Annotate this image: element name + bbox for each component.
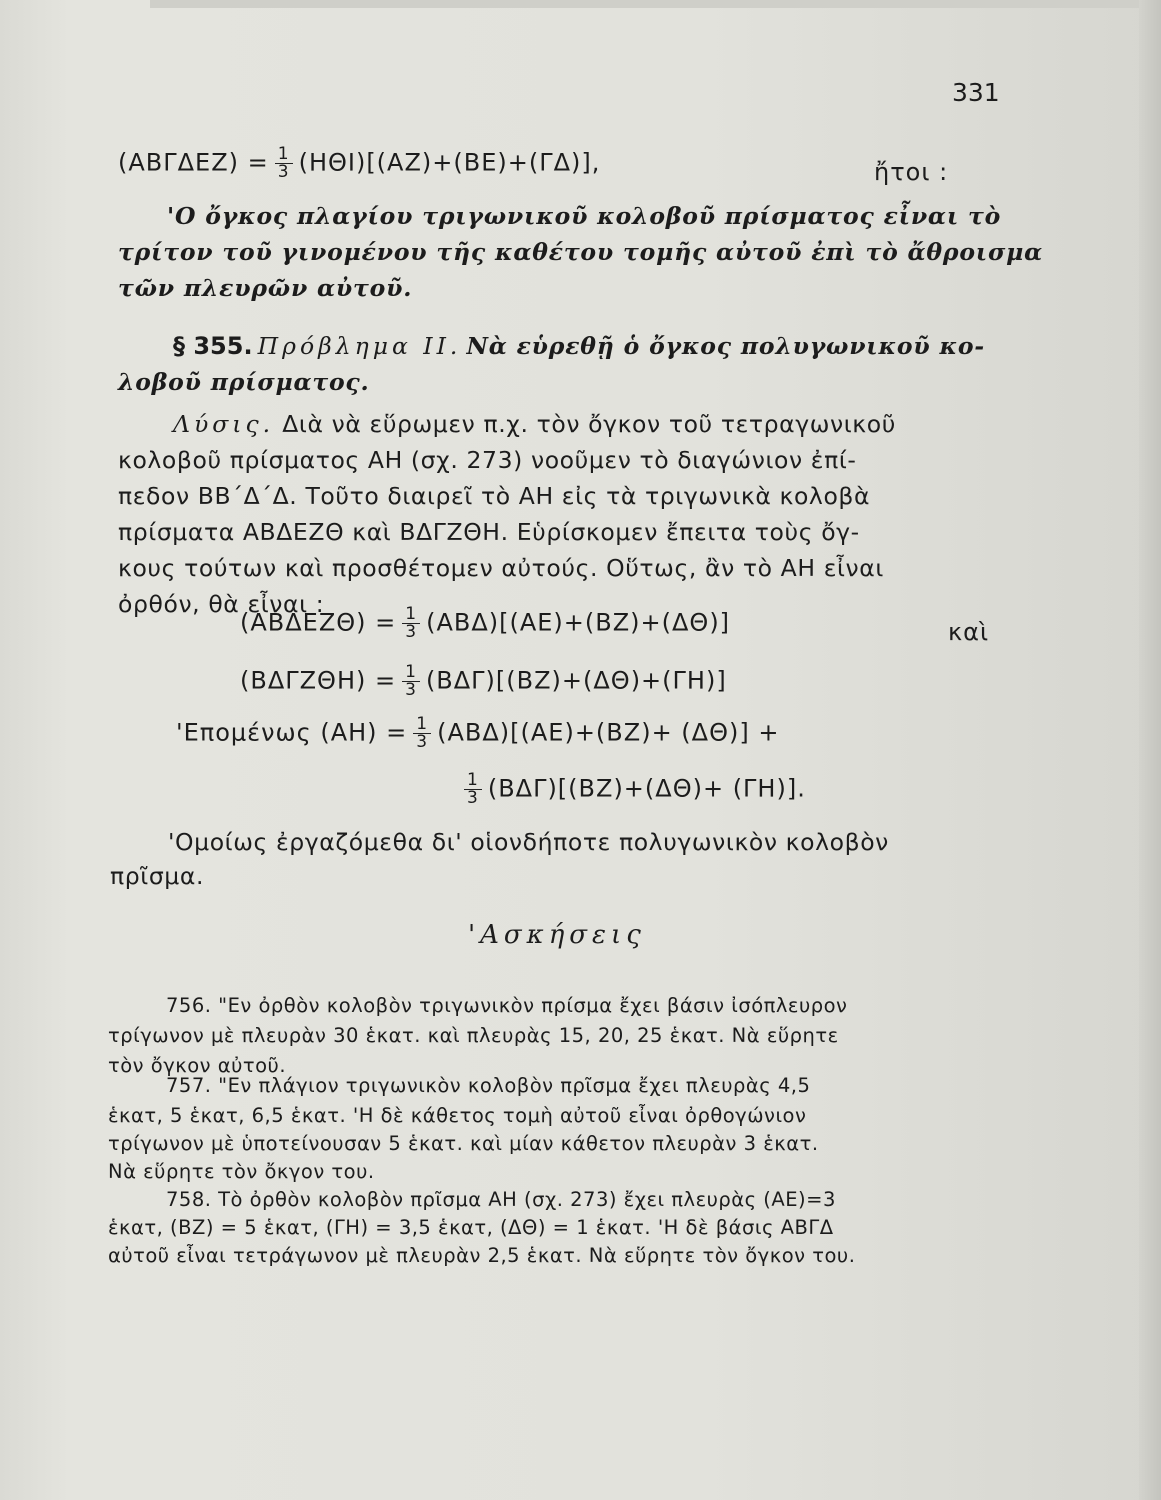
section-label: Πρόβλημα II. xyxy=(257,332,462,360)
fraction: $\frac{1}{3}$ xyxy=(464,772,482,807)
theorem-line: τῶν πλευρῶν αὐτοῦ. xyxy=(118,274,413,302)
top-equation xyxy=(118,146,600,181)
solution-label: Λύσις. xyxy=(173,410,275,438)
solution-line: ὀρθόν, θὰ εἶναι : xyxy=(118,590,325,618)
equation: (ΒΔΓΖΘΗ) = $\frac{1}{3}$ (ΒΔΓ)[(ΒΖ)+(ΔΘ)+(ΓΗ)] xyxy=(240,662,727,700)
theorem-line: τρίτον τοῦ γινομένου τῆς καθέτου τομῆς αὐτοῦ ἐπὶ τὸ ἄθροισμα xyxy=(118,238,1043,266)
section-heading xyxy=(173,332,985,360)
scan-top-edge xyxy=(150,0,1161,8)
fraction: $\frac{1}{3}$ xyxy=(413,716,431,751)
scan-right-edge xyxy=(1139,0,1161,1500)
solution-line: κους τούτων καὶ προσθέτομεν αὐτούς. Οὕτως, ἂν τὸ ΑΗ εἶναι xyxy=(118,554,884,582)
eq-tail-etoi: ἤτοι : xyxy=(874,158,949,186)
fraction: $\frac{1}{3}$ xyxy=(402,664,420,699)
exercise-line: ἑκατ, (ΒΖ) = 5 ἑκατ, (ΓΗ) = 3,5 ἑκατ, (ΔΘ) = 1 ἑκατ. 'Η δὲ βάσις ΑΒΓΔ xyxy=(108,1216,834,1239)
equation: $\frac{1}{3}$ (ΒΔΓ)[(ΒΖ)+(ΔΘ)+ (ΓΗ)]. xyxy=(458,772,806,807)
equation: (ΑΒΔΕΖΘ) = $\frac{1}{3}$ (ΑΒΔ)[(ΑΕ)+(ΒΖ)+(ΔΘ)] xyxy=(240,604,731,642)
equation: 'Επομένως (ΑΗ) = $\frac{1}{3}$ (ΑΒΔ)[(ΑΕ)+(ΒΖ)+ (ΔΘ)] + xyxy=(176,714,780,752)
exercise-line: τρίγωνον μὲ ὑποτείνουσαν 5 ἑκατ. καὶ μίαν κάθετον πλευρὰν 3 ἑκατ. xyxy=(108,1132,819,1155)
solution-line: πεδον ΒΒ΄Δ΄Δ. Τοῦτο διαιρεῖ τὸ ΑΗ εἰς τὰ τριγωνικὰ κολοβὰ xyxy=(118,482,871,510)
exercise-line: ἑκατ, 5 ἑκατ, 6,5 ἑκατ. 'Η δὲ κάθετος τομὴ αὐτοῦ εἶναι ὀρθογώνιον xyxy=(108,1104,807,1127)
equation-tail: καὶ xyxy=(948,618,990,646)
page-number: 331 xyxy=(952,78,1000,107)
exercise-line: τρίγωνον μὲ πλευρὰν 30 ἑκατ. καὶ πλευρὰς 15, 20, 25 ἑκατ. Νὰ εὕρητε xyxy=(108,1024,839,1047)
section-number: § 355. xyxy=(173,332,253,360)
exercise-line: 758. Τὸ ὀρθὸν κολοβὸν πρῖσμα ΑΗ (σχ. 273) ἔχει πλευρὰς (ΑΕ)=3 xyxy=(166,1188,836,1211)
theorem-line: 'Ο ὄγκος πλαγίου τριγωνικοῦ κολοβοῦ πρίσματος εἶναι τὸ xyxy=(167,202,1002,230)
eq-right: (ΗΘΙ)[(ΑΖ)+(ΒΕ)+(ΓΔ)], xyxy=(298,148,601,177)
fraction: $\frac{1}{3}$ xyxy=(275,146,293,181)
solution-line: κολοβοῦ πρίσματος ΑΗ (σχ. 273) νοοῦμεν τὸ διαγώνιον ἐπί- xyxy=(118,446,857,474)
section-title-cont: λοβοῦ πρίσματος. xyxy=(118,368,370,396)
exercise-line: 756. "Εν ὀρθὸν κολοβὸν τριγωνικὸν πρίσμα ἔχει βάσιν ἰσόπλευρον xyxy=(166,994,848,1017)
exercise-line: τὸν ὄγκον αὐτοῦ. xyxy=(108,1054,287,1077)
paragraph-line: 'Ομοίως ἐργαζόμεθα δι' οἱονδήποτε πολυγωνικὸν κολοβὸν xyxy=(168,828,889,856)
section-title: Νὰ εὑρεθῇ ὁ ὄγκος πολυγωνικοῦ κο- xyxy=(466,332,985,360)
exercise-line: Νὰ εὕρητε τὸν ὄκγον του. xyxy=(108,1160,375,1183)
eq-left: (ΑΒΓΔΕΖ) = xyxy=(118,148,269,177)
exercises-heading: 'Ασκήσεις xyxy=(468,920,646,950)
paragraph-line: πρῖσμα. xyxy=(110,862,205,890)
solution-line: πρίσματα ΑΒΔΕΖΘ καὶ ΒΔΓΖΘΗ. Εὑρίσκομεν ἔπειτα τοὺς ὄγ- xyxy=(118,518,860,546)
exercise-line: 757. "Εν πλάγιον τριγωνικὸν κολοβὸν πρῖσμα ἔχει πλευρὰς 4,5 xyxy=(166,1074,811,1097)
exercise-line: αὐτοῦ εἶναι τετράγωνον μὲ πλευρὰν 2,5 ἑκατ. Νὰ εὕρητε τὸν ὄγκον του. xyxy=(108,1244,856,1267)
fraction: $\frac{1}{3}$ xyxy=(402,606,420,641)
solution-line: Λύσις. Διὰ νὰ εὕρωμεν π.χ. τὸν ὄγκον τοῦ τετραγωνικοῦ xyxy=(173,410,896,438)
